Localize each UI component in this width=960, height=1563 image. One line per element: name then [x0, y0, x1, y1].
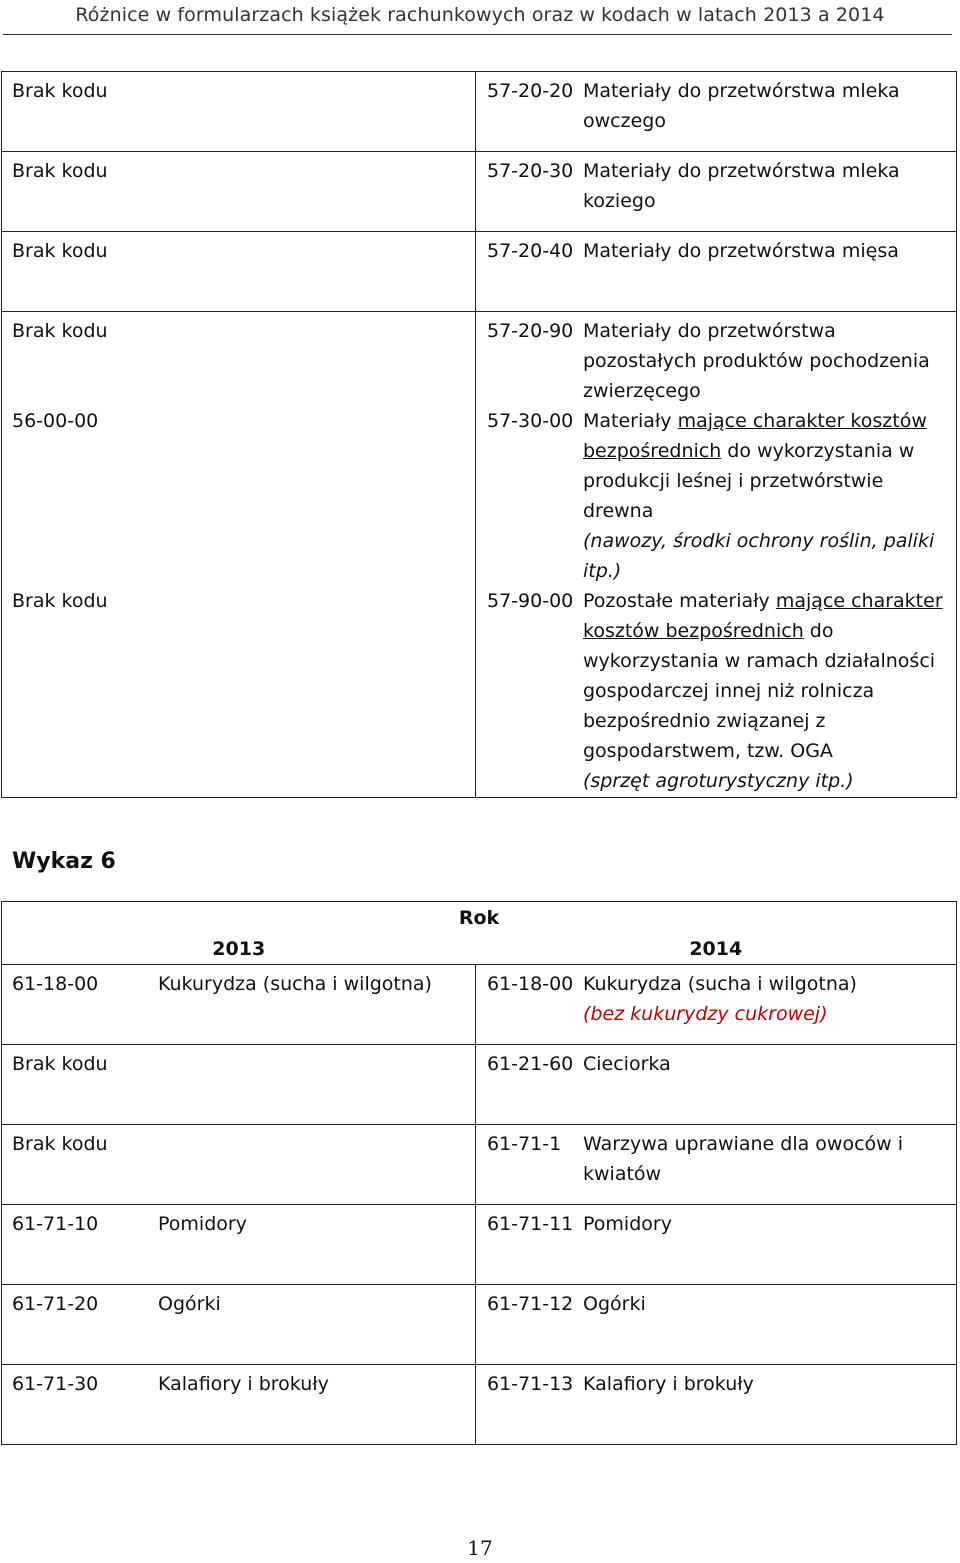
new-code: 57-20-30: [487, 160, 574, 182]
table-row: [2, 964, 957, 1044]
old-code-description: Pomidory: [158, 1212, 247, 1235]
old-code-description: Ogórki: [158, 1292, 221, 1315]
header-rok: Rok: [2, 902, 957, 934]
old-code-cell: Brak kodu: [2, 72, 476, 152]
new-code-cell: [476, 964, 957, 1044]
new-code: 57-20-40: [487, 240, 574, 262]
new-code-cell: [476, 1124, 957, 1204]
new-code-cell: [476, 232, 957, 312]
new-code: 61-71-13: [487, 1372, 574, 1395]
new-code: 61-71-1: [487, 1132, 562, 1155]
new-code-cell: [476, 586, 957, 797]
new-code-description: Materiały do przetwórstwa pozostałych produktów pochodzenia zwierzęcego: [583, 320, 930, 402]
old-code-cell: Brak kodu: [2, 586, 476, 797]
table-row: [2, 1204, 957, 1284]
new-code-description: Cieciorka: [583, 1052, 671, 1075]
new-code: 61-18-00: [487, 972, 574, 995]
old-code-description: Kalafiory i brokuły: [158, 1372, 329, 1395]
table-row: [2, 312, 957, 407]
new-code-cell: [476, 1284, 957, 1364]
description-text: Pozostałe materiały: [583, 590, 776, 612]
new-code-description: Kalafiory i brokuły: [583, 1372, 754, 1395]
section-title: Wykaz 6: [12, 849, 116, 874]
new-code-description: Materiały do przetwórstwa mleka koziego: [583, 160, 900, 212]
header-rule: [3, 34, 952, 35]
old-code-cell: [2, 964, 476, 1044]
description-underlined: mające charakter kosztów bezpośrednich: [583, 590, 943, 642]
new-code: 61-71-11: [487, 1212, 574, 1235]
old-code: Brak kodu: [12, 1132, 108, 1155]
new-code-cell: [476, 1044, 957, 1124]
description-note: (sprzęt agroturystyczny itp.): [583, 770, 854, 792]
codes-table-wykaz-6: [1, 901, 957, 1445]
table-row: [2, 1124, 957, 1204]
old-code-description: [158, 1049, 475, 1079]
new-code-description: Ogórki: [583, 1292, 646, 1315]
table-row: [2, 152, 957, 232]
new-code-cell: [476, 152, 957, 232]
table-header-row: [2, 902, 957, 934]
codes-table-continued: [1, 71, 957, 798]
old-code: 61-71-30: [12, 1372, 99, 1395]
new-code: 57-20-90: [487, 320, 574, 342]
table-row: [2, 406, 957, 586]
new-code-description: Pomidory: [583, 1212, 672, 1235]
table-row: [2, 586, 957, 797]
table-row: [2, 232, 957, 312]
description-underlined: mające charakter kosztów bezpośrednich: [583, 410, 927, 462]
new-code-description: Materiały do przetwórstwa mięsa: [583, 240, 899, 262]
new-code-cell: [476, 406, 957, 586]
new-code-description: [583, 586, 956, 796]
new-code-cell: [476, 1204, 957, 1284]
new-code: 57-90-00: [487, 590, 574, 612]
year-2014: 2014: [476, 934, 957, 965]
new-code: 61-71-12: [487, 1292, 574, 1315]
table-row: [2, 1284, 957, 1364]
table-row: [2, 72, 957, 152]
old-code-description: Kukurydza (sucha i wilgotna): [158, 972, 432, 995]
description-note-red: (bez kukurydzy cukrowej): [583, 1002, 828, 1025]
old-code-cell: [2, 1284, 476, 1364]
page-number: 17: [467, 1536, 493, 1560]
old-code-cell: 56-00-00: [2, 406, 476, 586]
description-text: do wykorzystania w ramach działalności gospodarczej innej niż rolnicza bezpośrednio związanej z gospodarstwem, tzw. OGA: [583, 620, 936, 762]
new-code-description: [583, 969, 956, 1029]
new-code: 57-30-00: [487, 410, 574, 432]
new-code-cell: [476, 72, 957, 152]
description-note: (nawozy, środki ochrony roślin, paliki itp.): [583, 530, 935, 582]
old-code-cell: [2, 1044, 476, 1124]
old-code: Brak kodu: [12, 1052, 108, 1075]
old-code-cell: Brak kodu: [2, 152, 476, 232]
new-code-description: Materiały do przetwórstwa mleka owczego: [583, 80, 900, 132]
old-code-cell: Brak kodu: [2, 312, 476, 407]
old-code-description: [158, 1129, 475, 1159]
new-code-cell: [476, 1364, 957, 1444]
new-code-cell: [476, 312, 957, 407]
year-2013: 2013: [2, 934, 476, 965]
description-text: do wykorzystania w produkcji leśnej i przetwórstwie drewna: [583, 440, 915, 522]
old-code: 61-18-00: [12, 972, 99, 995]
old-code: 61-71-10: [12, 1212, 99, 1235]
table-row: [2, 1044, 957, 1124]
new-code: 61-21-60: [487, 1052, 574, 1075]
old-code-cell: [2, 1204, 476, 1284]
old-code-cell: [2, 1364, 476, 1444]
page-header: Różnice w formularzach książek rachunkowych oraz w kodach w latach 2013 a 2014: [75, 4, 885, 26]
description-text: Kukurydza (sucha i wilgotna): [583, 972, 857, 995]
new-code: 57-20-20: [487, 80, 574, 102]
old-code: 61-71-20: [12, 1292, 99, 1315]
old-code-cell: [2, 1124, 476, 1204]
old-code-cell: Brak kodu: [2, 232, 476, 312]
new-code-description: [583, 406, 956, 586]
table-row: [2, 1364, 957, 1444]
year-header-row: [2, 934, 957, 965]
new-code-description: Warzywa uprawiane dla owoców i kwiatów: [583, 1132, 903, 1185]
description-text: Materiały: [583, 410, 678, 432]
